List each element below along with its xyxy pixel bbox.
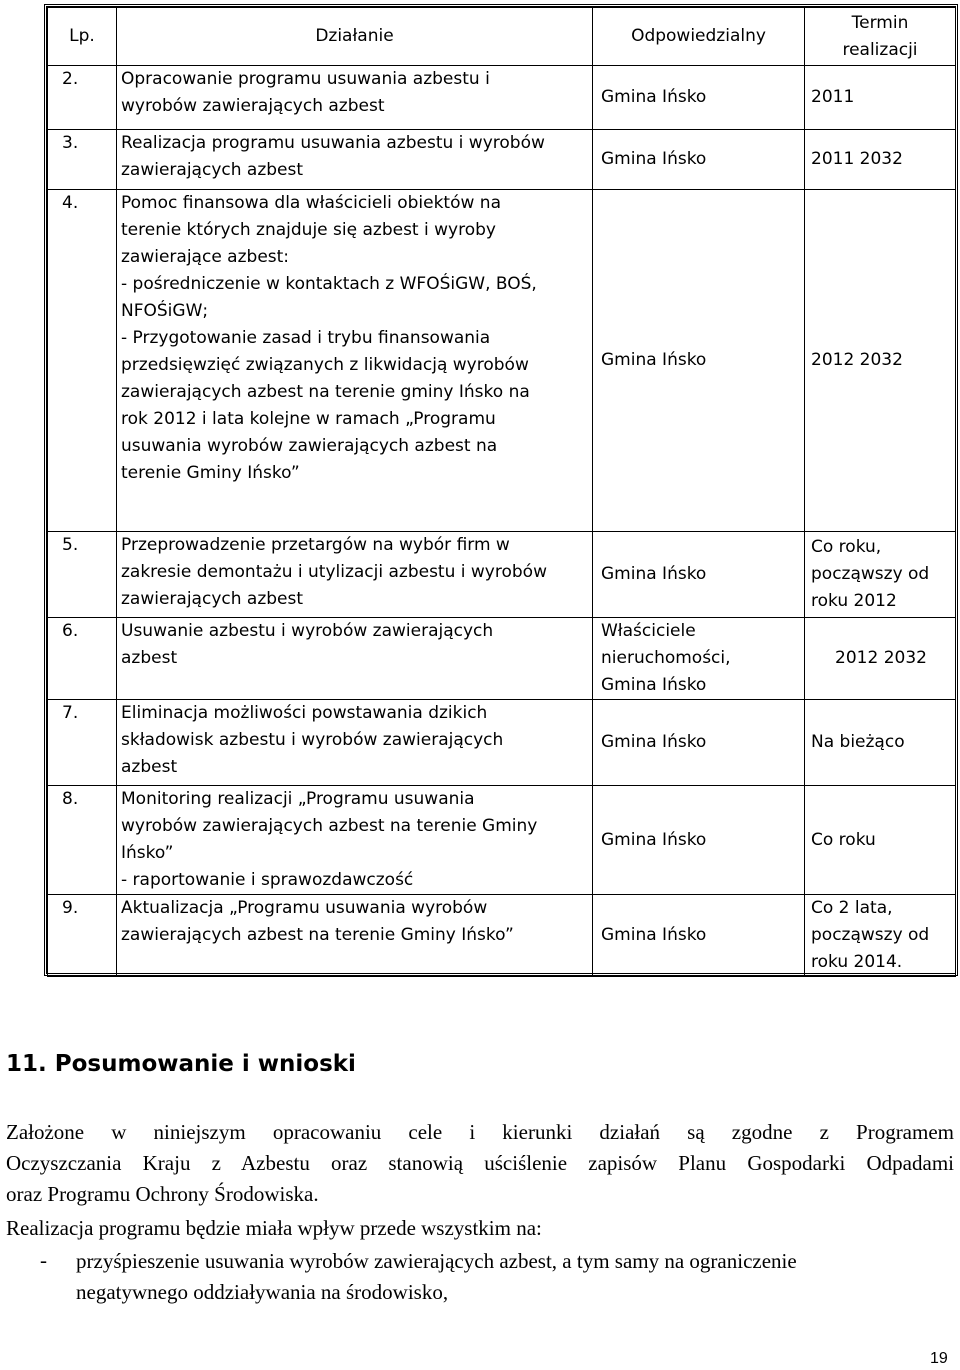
term-cell bbox=[805, 895, 956, 977]
action-cell-line: Eliminacja możliwości powstawania dzikich bbox=[121, 703, 488, 723]
responsible-cell bbox=[593, 532, 805, 618]
row-number: 2. bbox=[48, 66, 117, 130]
table-row bbox=[48, 895, 956, 977]
table-header-row bbox=[48, 8, 956, 66]
term-cell-line: roku 2014. bbox=[811, 952, 903, 972]
action-cell-line: Aktualizacja „Programu usuwania wyrobów bbox=[121, 898, 488, 918]
row-number: 3. bbox=[48, 130, 117, 190]
action-cell bbox=[117, 618, 593, 700]
action-cell-line: azbest bbox=[121, 648, 178, 668]
term-cell bbox=[805, 786, 956, 895]
paragraph1-line3: oraz Programu Ochrony Środowiska. bbox=[6, 1182, 319, 1206]
responsible-cell-line: Gmina Ińsko bbox=[601, 732, 707, 752]
action-cell-line: - raportowanie i sprawozdawczość bbox=[121, 870, 414, 890]
page-number: 19 bbox=[930, 1350, 948, 1367]
action-cell-line: rok 2012 i lata kolejne w ramach „Programu bbox=[121, 409, 496, 429]
table-row bbox=[48, 66, 956, 130]
action-cell-line: wyrobów zawierających azbest na terenie Gminy bbox=[121, 816, 538, 836]
action-cell-line: zawierających azbest bbox=[121, 589, 304, 609]
responsible-cell bbox=[593, 618, 805, 700]
action-cell-line: zakresie demontażu i utylizacji azbestu i wyrobów bbox=[121, 562, 547, 582]
responsible-cell-line: Gmina Ińsko bbox=[601, 149, 707, 169]
header-lp: Lp. bbox=[48, 8, 117, 66]
term-cell bbox=[805, 618, 956, 700]
term-cell-line: począwszy od bbox=[811, 564, 930, 584]
action-cell-line: Ińsko” bbox=[121, 843, 174, 863]
bullet-line1: przyśpieszenie usuwania wyrobów zawierających azbest, a tym samy na ograniczenie bbox=[76, 1249, 797, 1273]
paragraph2: Realizacja programu będzie miała wpływ przede wszystkim na: bbox=[6, 1216, 542, 1240]
header-responsible: Odpowiedzialny bbox=[593, 8, 805, 66]
row-number: 4. bbox=[48, 190, 117, 532]
table-row bbox=[48, 700, 956, 786]
row-number: 5. bbox=[48, 532, 117, 618]
action-cell-line: składowisk azbestu i wyrobów zawierających bbox=[121, 730, 504, 750]
table-row bbox=[48, 130, 956, 190]
row-number: 9. bbox=[48, 895, 117, 977]
term-cell bbox=[805, 130, 956, 190]
responsible-cell bbox=[593, 190, 805, 532]
row-number: 8. bbox=[48, 786, 117, 895]
action-cell bbox=[117, 66, 593, 130]
row-number: 7. bbox=[48, 700, 117, 786]
action-cell-line: Monitoring realizacji „Programu usuwania bbox=[121, 789, 475, 809]
action-cell bbox=[117, 130, 593, 190]
action-cell-line: Pomoc finansowa dla właścicieli obiektów na bbox=[121, 193, 501, 213]
table-row bbox=[48, 190, 956, 532]
responsible-cell-line: Gmina Ińsko bbox=[601, 829, 707, 850]
action-cell-line: zawierających azbest na terenie Gminy Ińsko” bbox=[121, 925, 514, 945]
responsible-cell-line: Gmina Ińsko bbox=[601, 87, 707, 107]
term-cell bbox=[805, 532, 956, 618]
action-cell-line: zawierające azbest: bbox=[121, 247, 290, 267]
responsible-cell bbox=[593, 700, 805, 786]
term-cell-line: 2012 2032 bbox=[835, 648, 927, 668]
responsible-cell-line: Gmina Ińsko bbox=[601, 350, 707, 370]
term-cell bbox=[805, 190, 956, 532]
action-cell-line: usuwania wyrobów zawierających azbest na bbox=[121, 436, 498, 456]
header-action: Działanie bbox=[117, 8, 593, 66]
term-cell-line: 2011 bbox=[811, 87, 855, 107]
responsible-cell bbox=[593, 130, 805, 190]
term-cell-line: Co roku, bbox=[811, 537, 882, 557]
header-term bbox=[805, 8, 956, 66]
term-cell-line: 2012 2032 bbox=[811, 350, 903, 370]
term-cell bbox=[805, 700, 956, 786]
responsible-cell-line: Gmina Ińsko bbox=[601, 925, 707, 945]
responsible-cell-line: Gmina Ińsko bbox=[601, 675, 707, 695]
section-heading: 11. Posumowanie i wnioski bbox=[6, 1051, 356, 1077]
bullet-line2: negatywnego oddziaływania na środowisko, bbox=[76, 1280, 449, 1304]
action-cell bbox=[117, 190, 593, 532]
action-cell-line: wyrobów zawierających azbest bbox=[121, 96, 385, 116]
term-cell-line: roku 2012 bbox=[811, 591, 897, 611]
table-row bbox=[48, 786, 956, 895]
action-cell bbox=[117, 786, 593, 895]
action-cell bbox=[117, 532, 593, 618]
responsible-cell bbox=[593, 66, 805, 130]
action-cell-line: - pośredniczenie w kontaktach z WFOŚiGW, BOŚ, bbox=[121, 274, 537, 294]
term-cell-line: począwszy od bbox=[811, 925, 930, 945]
responsible-cell-line: Właściciele bbox=[601, 621, 696, 641]
action-cell-line: Przeprowadzenie przetargów na wybór firm w bbox=[121, 535, 510, 555]
action-cell-line: przedsięwzięć związanych z likwidacją wyrobów bbox=[121, 355, 529, 375]
action-cell-line: - Przygotowanie zasad i trybu finansowania bbox=[121, 328, 491, 348]
header-term-line1: Termin bbox=[851, 12, 909, 33]
header-term-line2: realizacji bbox=[842, 39, 918, 60]
responsible-cell bbox=[593, 895, 805, 977]
action-cell-line: terenie których znajduje się azbest i wyroby bbox=[121, 220, 496, 240]
term-cell bbox=[805, 66, 956, 130]
term-cell-line: Co 2 lata, bbox=[811, 898, 893, 918]
term-cell-line: Co roku bbox=[811, 829, 876, 850]
action-cell-line: Opracowanie programu usuwania azbestu i bbox=[121, 69, 490, 89]
action-table bbox=[47, 7, 956, 977]
table-body bbox=[48, 66, 956, 977]
responsible-cell-line: nieruchomości, bbox=[601, 648, 731, 668]
action-cell bbox=[117, 700, 593, 786]
bullet-marker: - bbox=[40, 1248, 47, 1272]
action-cell-line: zawierających azbest bbox=[121, 160, 304, 180]
action-cell bbox=[117, 895, 593, 977]
table-row bbox=[48, 618, 956, 700]
term-cell-line: Na bieżąco bbox=[811, 732, 905, 752]
responsible-cell-line: Gmina Ińsko bbox=[601, 564, 707, 584]
paragraph1-line2: Oczyszczania Kraju z Azbestu oraz stanowią uściślenie zapisów Planu Gospodarki Odpadami bbox=[6, 1151, 954, 1175]
term-cell-line: 2011 2032 bbox=[811, 149, 903, 169]
action-table-frame bbox=[44, 4, 958, 976]
action-cell-line: Usuwanie azbestu i wyrobów zawierających bbox=[121, 621, 494, 641]
action-cell-line: terenie Gminy Ińsko” bbox=[121, 463, 300, 483]
table-row bbox=[48, 532, 956, 618]
action-cell-line: zawierających azbest na terenie gminy Ińsko na bbox=[121, 382, 530, 402]
action-cell-line: NFOŚiGW; bbox=[121, 301, 209, 321]
action-cell-line: azbest bbox=[121, 757, 178, 777]
responsible-cell bbox=[593, 786, 805, 895]
paragraph1-line1: Założone w niniejszym opracowaniu cele i kierunki działań są zgodne z Programem bbox=[6, 1120, 954, 1144]
action-cell-line: Realizacja programu usuwania azbestu i wyrobów bbox=[121, 133, 545, 153]
row-number: 6. bbox=[48, 618, 117, 700]
